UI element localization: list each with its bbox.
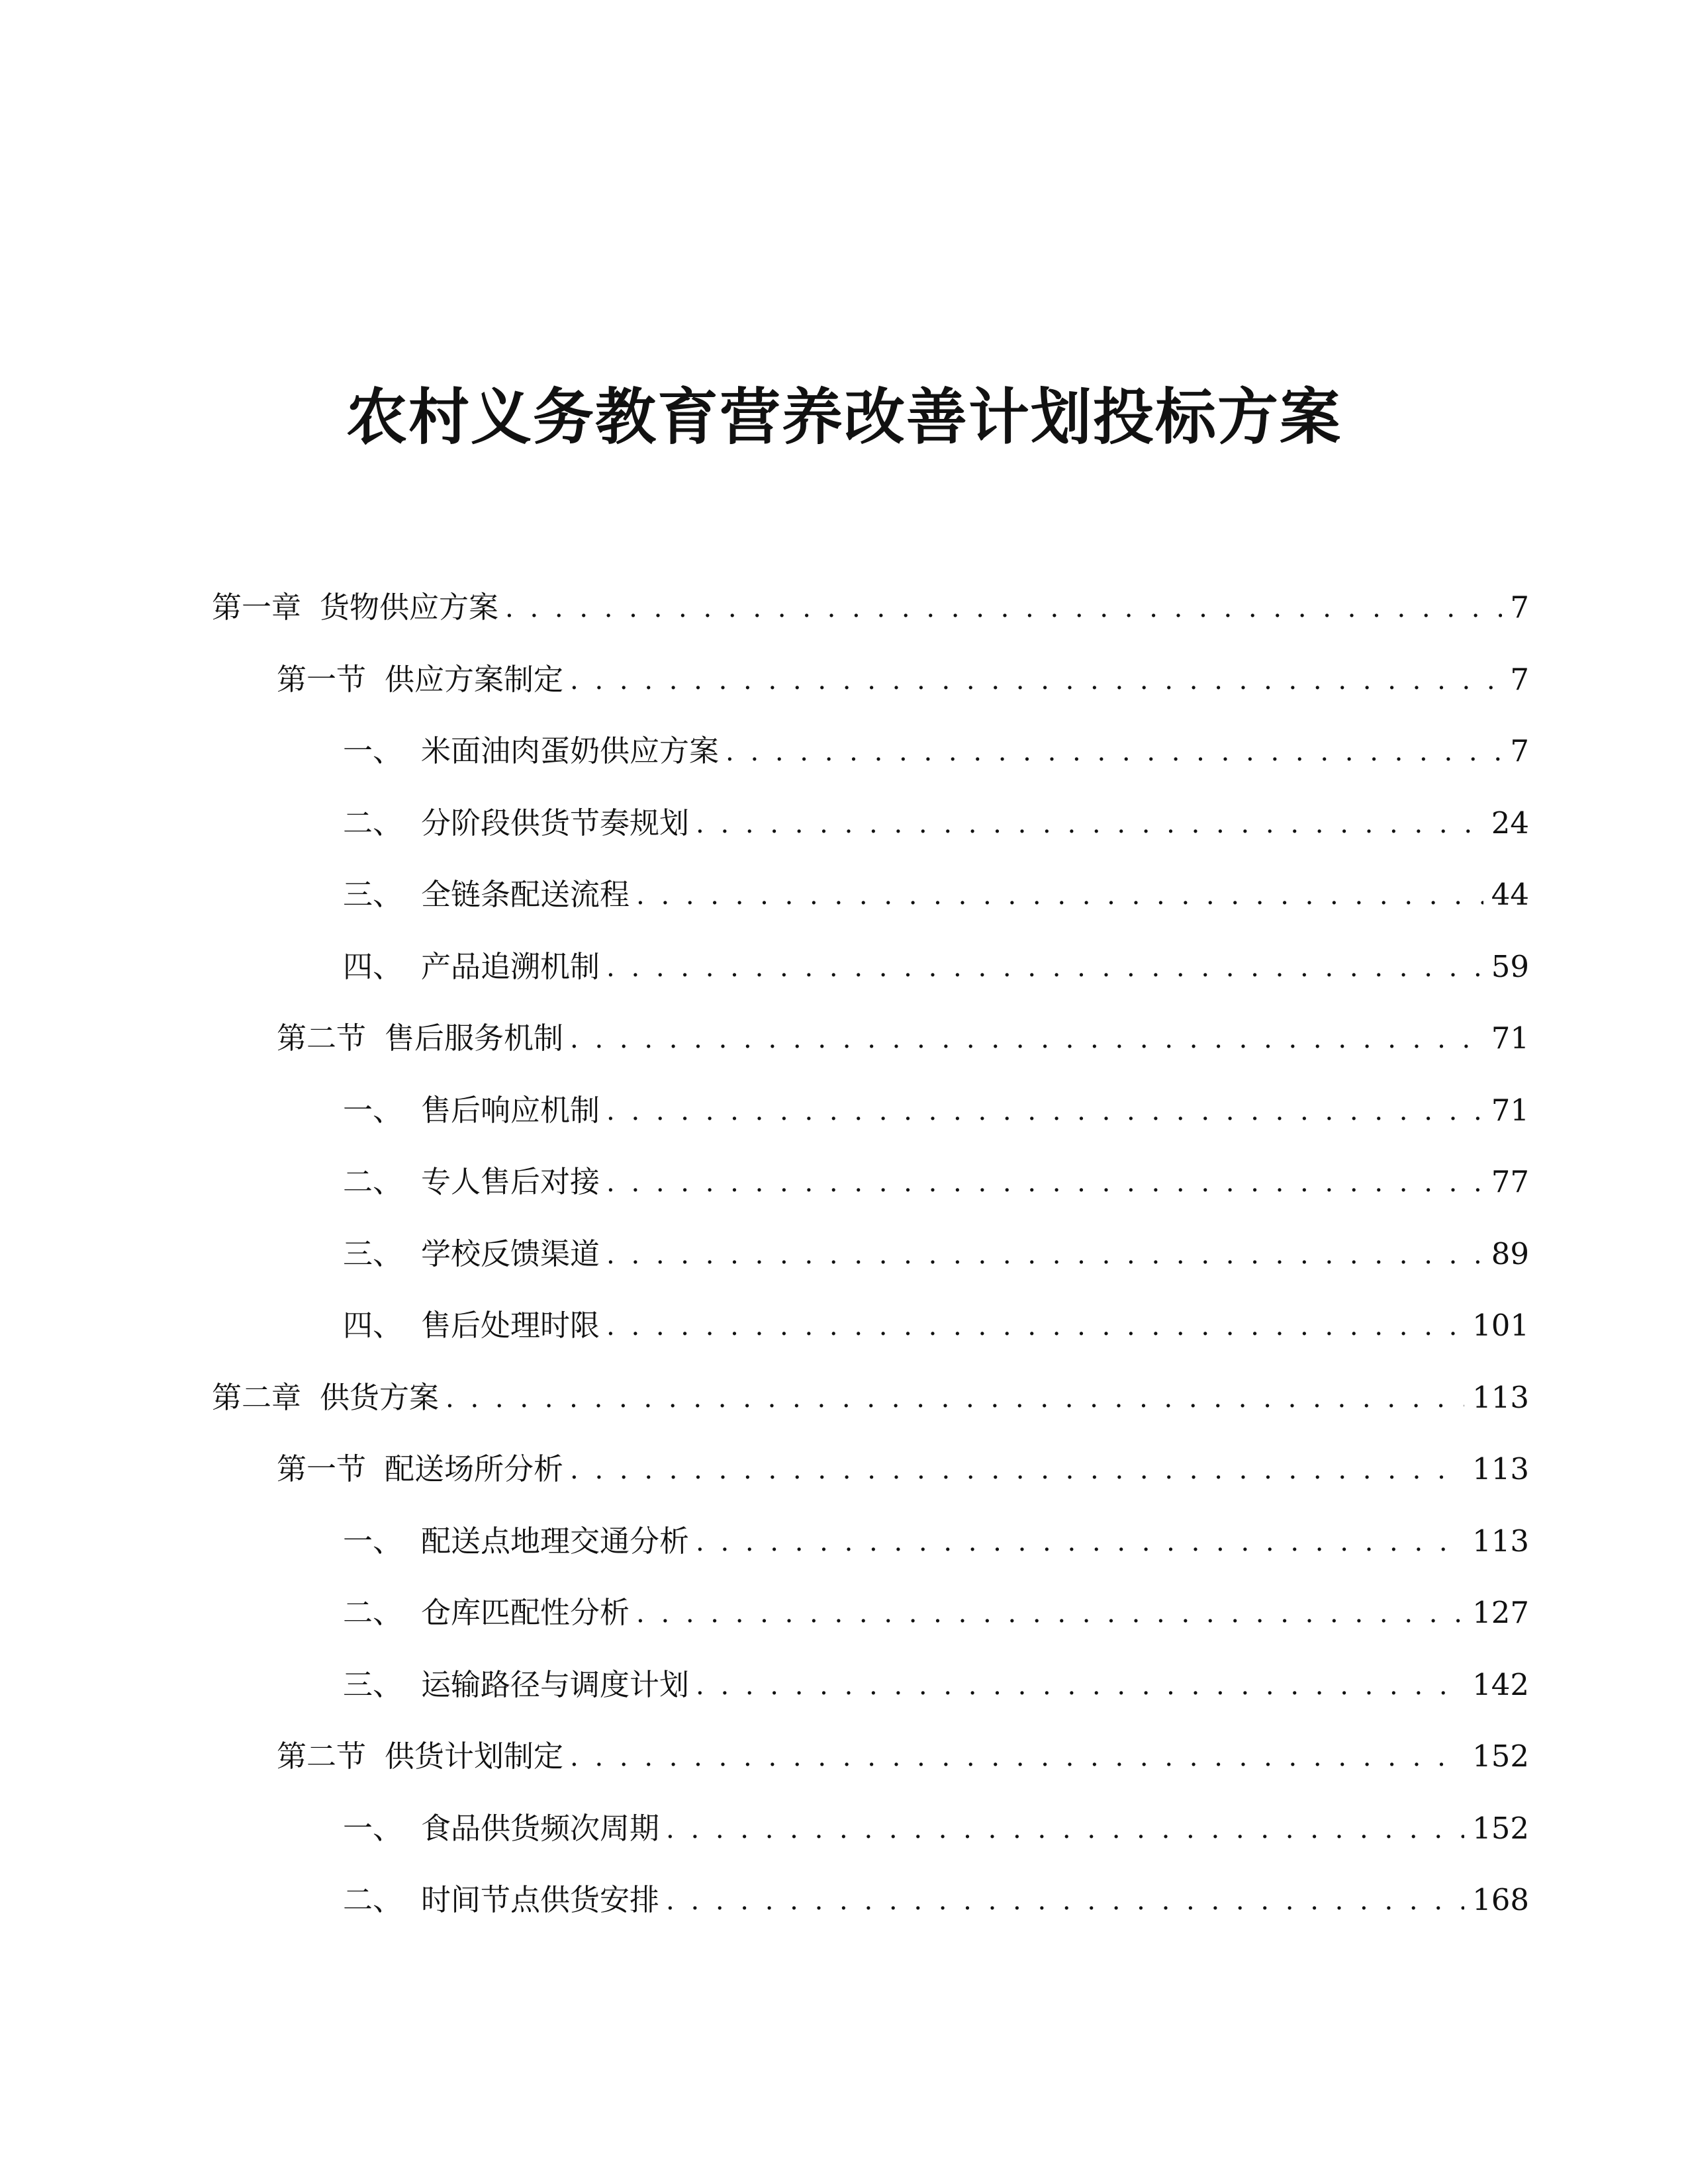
toc-entry-number: 二、 xyxy=(343,1164,403,1199)
toc-page-number: 113 xyxy=(1472,1379,1529,1415)
toc-page-number: 168 xyxy=(1472,1882,1529,1917)
toc-entry-title: 学校反馈渠道 xyxy=(421,1236,600,1271)
toc-entry[interactable] xyxy=(277,1443,1529,1489)
toc-dot-leader xyxy=(570,1019,1483,1058)
toc-dot-leader xyxy=(636,1593,1464,1633)
toc-entry[interactable] xyxy=(343,1659,1529,1705)
toc-page-number: 127 xyxy=(1472,1595,1529,1630)
toc-page-number: 59 xyxy=(1491,948,1529,984)
toc-entry-number: 四、 xyxy=(343,1308,403,1343)
toc-entry[interactable] xyxy=(277,653,1529,700)
toc-entry-number: 第一章 xyxy=(212,590,302,625)
toc-page-number: 71 xyxy=(1491,1092,1529,1128)
toc-page-number: 152 xyxy=(1472,1739,1529,1774)
toc-entry-number: 三、 xyxy=(343,1666,403,1702)
toc-dot-leader xyxy=(696,803,1483,843)
toc-dot-leader xyxy=(570,660,1502,700)
toc-entry-number: 一、 xyxy=(343,1092,403,1128)
toc-entry-title: 供应方案制定 xyxy=(385,661,564,697)
toc-entry[interactable] xyxy=(343,725,1529,771)
toc-entry-title: 供货方案 xyxy=(320,1379,440,1415)
toc-entry-number: 第二节 xyxy=(277,1021,367,1056)
toc-page-number: 44 xyxy=(1491,877,1529,912)
toc-dot-leader xyxy=(726,731,1502,771)
toc-page-number: 7 xyxy=(1510,590,1529,625)
toc-page-number: 101 xyxy=(1472,1308,1529,1343)
toc-dot-leader xyxy=(505,588,1502,627)
toc-dot-leader xyxy=(696,1522,1464,1561)
toc-entry-number: 第二节 xyxy=(277,1739,367,1774)
toc-dot-leader xyxy=(636,875,1483,915)
toc-entry-number: 四、 xyxy=(343,948,403,984)
toc-entry-title: 分阶段供货节奏规划 xyxy=(421,805,690,841)
toc-entry-number: 三、 xyxy=(343,1236,403,1271)
toc-entry-title: 供货计划制定 xyxy=(385,1739,564,1774)
toc-entry-title: 售后处理时限 xyxy=(421,1308,600,1343)
toc-entry[interactable] xyxy=(212,1371,1529,1418)
toc-entry-title: 售后响应机制 xyxy=(421,1092,600,1128)
toc-entry-title: 全链条配送流程 xyxy=(421,877,630,912)
toc-dot-leader xyxy=(570,1737,1464,1776)
toc-entry[interactable] xyxy=(212,581,1529,627)
toc-entry[interactable] xyxy=(343,1515,1529,1561)
toc-entry-title: 米面油肉蛋奶供应方案 xyxy=(421,733,720,768)
toc-page-number: 152 xyxy=(1472,1810,1529,1846)
toc-entry-number: 第二章 xyxy=(212,1379,302,1415)
toc-dot-leader xyxy=(445,1378,1464,1418)
toc-page-number: 113 xyxy=(1472,1451,1529,1486)
toc-entry-number: 二、 xyxy=(343,805,403,841)
toc-dot-leader xyxy=(606,1234,1483,1274)
toc-entry[interactable] xyxy=(343,1299,1529,1345)
toc-entry-number: 一、 xyxy=(343,1810,403,1846)
toc-page-number: 7 xyxy=(1510,661,1529,697)
toc-entry-title: 食品供货频次周期 xyxy=(421,1810,660,1846)
toc-entry[interactable] xyxy=(277,1730,1529,1776)
toc-entry-number: 二、 xyxy=(343,1882,403,1917)
toc-dot-leader xyxy=(666,1880,1464,1920)
toc-entry-number: 三、 xyxy=(343,877,403,912)
toc-dot-leader xyxy=(606,947,1483,987)
toc-entry-title: 仓库匹配性分析 xyxy=(421,1595,630,1630)
toc-dot-leader xyxy=(606,1162,1483,1202)
toc-page-number: 77 xyxy=(1491,1164,1529,1199)
toc-dot-leader xyxy=(696,1665,1464,1705)
toc-entry-number: 一、 xyxy=(343,1523,403,1559)
toc-entry-title: 货物供应方案 xyxy=(320,590,499,625)
toc-entry-number: 一、 xyxy=(343,733,403,768)
toc-entry[interactable] xyxy=(343,1228,1529,1274)
toc-page-number: 142 xyxy=(1472,1666,1529,1702)
toc-entry-number: 第一节 xyxy=(277,661,367,697)
toc-entry-title: 运输路径与调度计划 xyxy=(421,1666,690,1702)
toc-entry-number: 二、 xyxy=(343,1595,403,1630)
toc-entry[interactable] xyxy=(343,1156,1529,1202)
toc-entry-title: 配送点地理交通分析 xyxy=(421,1523,690,1559)
toc-page-number: 113 xyxy=(1472,1523,1529,1559)
toc-dot-leader xyxy=(570,1449,1464,1489)
toc-entry[interactable] xyxy=(343,1084,1529,1130)
toc-dot-leader xyxy=(606,1306,1464,1345)
toc-page-number: 71 xyxy=(1491,1021,1529,1056)
toc-entry-title: 产品追溯机制 xyxy=(421,948,600,984)
toc-entry-title: 专人售后对接 xyxy=(421,1164,600,1199)
toc-dot-leader xyxy=(666,1809,1464,1848)
document-title: 农村义务教育营养改善计划投标方案 xyxy=(346,381,1342,453)
toc-dot-leader xyxy=(606,1091,1483,1130)
toc-entry[interactable] xyxy=(343,1874,1529,1920)
toc-entry[interactable] xyxy=(343,868,1529,915)
toc-page-number: 7 xyxy=(1510,733,1529,768)
toc-entry-title: 售后服务机制 xyxy=(385,1021,564,1056)
toc-entry-title: 配送场所分析 xyxy=(385,1451,564,1486)
toc-entry[interactable] xyxy=(277,1012,1529,1058)
toc-entry[interactable] xyxy=(343,1802,1529,1848)
toc-entry-number: 第一节 xyxy=(277,1451,367,1486)
toc-page-number: 24 xyxy=(1491,805,1529,841)
toc-entry[interactable] xyxy=(343,797,1529,843)
toc-entry[interactable] xyxy=(343,940,1529,987)
toc-page-number: 89 xyxy=(1491,1236,1529,1271)
toc-entry-title: 时间节点供货安排 xyxy=(421,1882,660,1917)
toc-entry[interactable] xyxy=(343,1586,1529,1633)
